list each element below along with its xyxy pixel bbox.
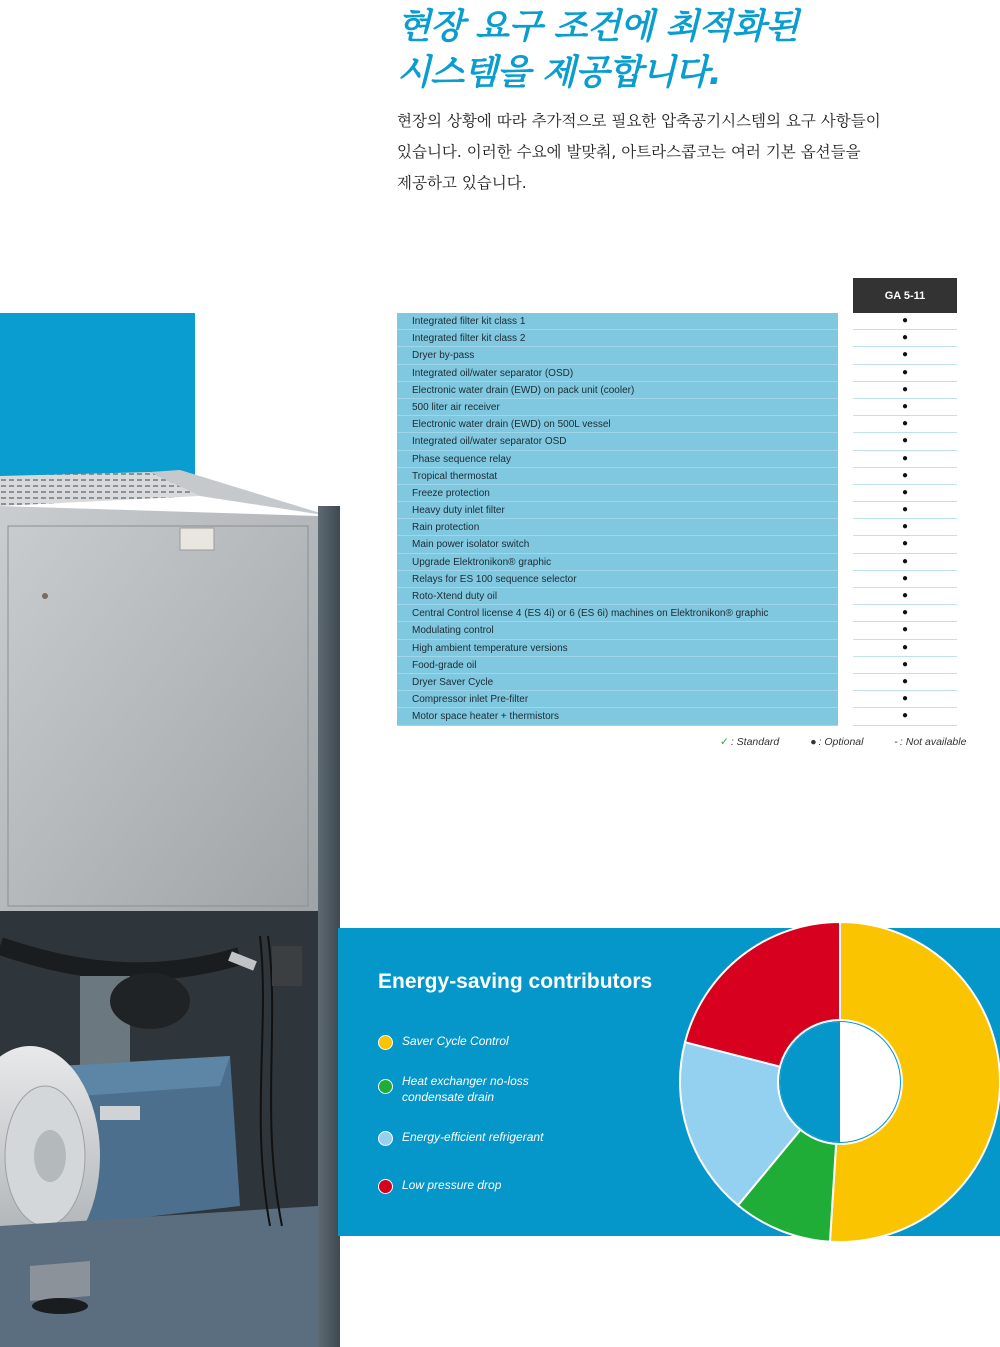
feature-cell: Integrated filter kit class 1 [397, 313, 838, 330]
feature-cell: 500 liter air receiver [397, 399, 838, 416]
heading-line-2: 시스템을 제공합니다. [397, 53, 722, 93]
options-table-body [397, 313, 957, 726]
contributor-color-dot [378, 1179, 393, 1194]
feature-cell: Relays for ES 100 sequence selector [397, 571, 838, 588]
feature-cell: Electronic water drain (EWD) on 500L vessel [397, 416, 838, 433]
contributor-label: Saver Cycle Control [402, 1034, 509, 1048]
availability-cell: ● [853, 468, 957, 485]
options-table [397, 278, 957, 726]
accent-block [0, 313, 195, 483]
table-row [397, 536, 957, 553]
table-row [397, 399, 957, 416]
table-row [397, 347, 957, 364]
contributor-saver-cycle [378, 1033, 582, 1050]
legend-not-available: - : Not available [894, 736, 967, 748]
intro-line-2: 있습니다. 이러한 수요에 발맞춰, 아트라스콥코는 여러 기본 옵션들을 [397, 143, 861, 161]
feature-cell: Dryer Saver Cycle [397, 674, 838, 691]
contributor-label: Energy-efficient refrigerant [402, 1130, 544, 1144]
table-row [397, 691, 957, 708]
availability-cell: ● [853, 502, 957, 519]
availability-cell: ● [853, 347, 957, 364]
availability-cell: ● [853, 330, 957, 347]
legend-standard: ✓ : Standard [720, 736, 780, 748]
feature-cell: Main power isolator switch [397, 536, 838, 553]
intro-paragraph [397, 106, 957, 199]
table-row [397, 468, 957, 485]
feature-cell: Integrated filter kit class 2 [397, 330, 838, 347]
energy-pie-chart [678, 920, 1000, 1244]
feature-cell: Dryer by-pass [397, 347, 838, 364]
intro-line-1: 현장의 상황에 따라 추가적으로 필요한 압축공기시스템의 요구 사항들이 [397, 112, 881, 130]
dash-icon: - [894, 736, 898, 748]
contributor-refrigerant [378, 1129, 582, 1146]
pie-svg [678, 920, 1000, 1244]
feature-cell: Electronic water drain (EWD) on pack unit (cooler) [397, 382, 838, 399]
feature-cell: Food-grade oil [397, 657, 838, 674]
feature-cell: Freeze protection [397, 485, 838, 502]
table-row [397, 588, 957, 605]
table-row [397, 502, 957, 519]
feature-cell: High ambient temperature versions [397, 640, 838, 657]
feature-cell: Tropical thermostat [397, 468, 838, 485]
availability-cell: ● [853, 416, 957, 433]
feature-cell: Heavy duty inlet filter [397, 502, 838, 519]
contributor-color-dot [378, 1035, 393, 1050]
table-row [397, 571, 957, 588]
availability-cell: ● [853, 657, 957, 674]
availability-cell: ● [853, 605, 957, 622]
table-row [397, 674, 957, 691]
availability-cell: ● [853, 519, 957, 536]
availability-cell: ● [853, 571, 957, 588]
contributor-label: Low pressure drop [402, 1178, 502, 1192]
contributor-condensate-drain [378, 1073, 542, 1105]
feature-cell: Roto-Xtend duty oil [397, 588, 838, 605]
availability-cell: ● [853, 588, 957, 605]
table-row [397, 485, 957, 502]
availability-cell: ● [853, 554, 957, 571]
feature-cell: Motor space heater + thermistors [397, 708, 838, 725]
options-table-header [397, 278, 957, 313]
table-row [397, 708, 957, 725]
feature-cell: Rain protection [397, 519, 838, 536]
availability-cell: ● [853, 622, 957, 639]
heading-line-1: 현장 요구 조건에 최적화된 [397, 7, 799, 47]
table-row [397, 657, 957, 674]
table-row [397, 622, 957, 639]
table-row [397, 313, 957, 330]
table-row [397, 640, 957, 657]
model-header: GA 5-11 [853, 278, 957, 313]
contributor-color-dot [378, 1079, 393, 1094]
contributor-pressure-drop [378, 1177, 582, 1194]
table-row [397, 519, 957, 536]
table-row [397, 554, 957, 571]
availability-cell: ● [853, 365, 957, 382]
availability-cell: ● [853, 485, 957, 502]
table-row [397, 365, 957, 382]
energy-title: Energy-saving contributors [378, 970, 653, 993]
table-legend [720, 736, 967, 748]
feature-cell: Phase sequence relay [397, 451, 838, 468]
dot-icon: ● [810, 736, 817, 748]
feature-cell: Integrated oil/water separator (OSD) [397, 365, 838, 382]
availability-cell: ● [853, 433, 957, 450]
compressor-illustration [0, 466, 340, 1347]
table-row [397, 605, 957, 622]
table-row [397, 416, 957, 433]
feature-cell: Upgrade Elektronikon® graphic [397, 554, 838, 571]
feature-cell: Modulating control [397, 622, 838, 639]
availability-cell: ● [853, 382, 957, 399]
compressor-image [0, 466, 340, 1347]
availability-cell: ● [853, 451, 957, 468]
availability-cell: ● [853, 313, 957, 330]
table-row [397, 433, 957, 450]
page-heading [397, 4, 957, 96]
feature-cell: Compressor inlet Pre-filter [397, 691, 838, 708]
availability-cell: ● [853, 708, 957, 725]
availability-cell: ● [853, 640, 957, 657]
table-row [397, 330, 957, 347]
intro-line-3: 제공하고 있습니다. [397, 174, 527, 192]
table-row [397, 382, 957, 399]
feature-cell: Integrated oil/water separator OSD [397, 433, 838, 450]
legend-optional: ● : Optional [810, 736, 864, 748]
availability-cell: ● [853, 536, 957, 553]
contributor-color-dot [378, 1131, 393, 1146]
feature-cell: Central Control license 4 (ES 4i) or 6 (ES 6i) machines on Elektronikon® graphic [397, 605, 838, 622]
contributor-label: Heat exchanger no-loss condensate drain [402, 1074, 529, 1104]
availability-cell: ● [853, 691, 957, 708]
table-row [397, 451, 957, 468]
check-icon: ✓ [720, 736, 729, 748]
availability-cell: ● [853, 674, 957, 691]
availability-cell: ● [853, 399, 957, 416]
